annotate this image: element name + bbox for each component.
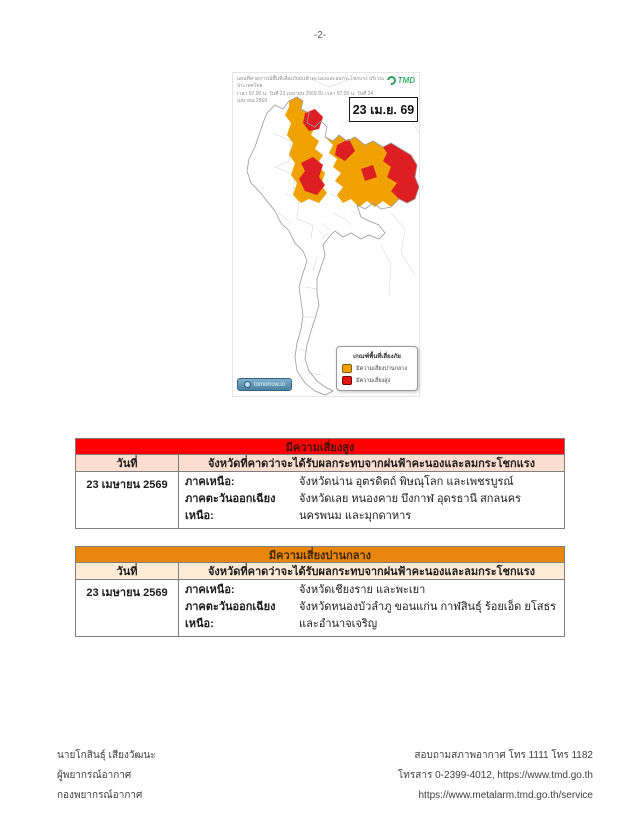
date-cell: 23 เมษายน 2569 <box>76 472 179 528</box>
footer-forecaster-block <box>57 746 156 806</box>
column-header-provinces: จังหวัดที่คาดว่าจะได้รับผลกระทบจากฝนฟ้าคะนองและลมกระโชกแรง <box>207 458 536 470</box>
page-number: -2- <box>313 30 327 41</box>
legend-item-medium <box>342 364 412 373</box>
region-provinces: จังหวัดน่าน อุตรดิตถ์ พิษณุโลก และเพชรบูรณ์ <box>299 476 514 488</box>
region-label: ภาคตะวันออกเฉียงเหนือ: <box>185 601 276 630</box>
map-date-box: 23 เม.ย. 69 <box>349 97 418 122</box>
provinces-cell <box>179 472 564 528</box>
legend-label-high: มีความเสี่ยงสูง <box>356 377 391 384</box>
table-title-medium: มีความเสี่ยงปานกลาง <box>76 547 564 563</box>
region-row <box>185 474 558 491</box>
weather-risk-map <box>232 72 420 397</box>
watermark-label: tomorrow.io <box>254 381 286 388</box>
tmd-logo <box>387 76 415 85</box>
tmd-logo-text: TMD <box>397 76 415 85</box>
high-risk-table <box>75 438 565 529</box>
footer-contact-block <box>398 746 593 806</box>
region-provinces: จังหวัดเชียงราย และพะเยา <box>299 584 426 596</box>
column-header-date: วันที่ <box>76 563 179 579</box>
watermark-logo-icon <box>244 381 251 388</box>
region-row <box>185 582 558 599</box>
tmd-swirl-icon <box>385 74 398 87</box>
forecaster-title: ผู้พยากรณ์อากาศ <box>57 770 132 781</box>
region-label: ภาคตะวันออกเฉียงเหนือ: <box>185 493 276 522</box>
table-body-high <box>76 472 564 528</box>
medium-risk-swatch <box>342 364 352 373</box>
forecaster-name: นายโกสินธุ์ เสียงวัฒนะ <box>57 750 156 761</box>
table-subheader-high <box>76 455 564 472</box>
map-watermark-badge <box>237 378 292 391</box>
region-row <box>185 599 558 633</box>
legend-item-high <box>342 376 412 385</box>
column-header-provinces: จังหวัดที่คาดว่าจะได้รับผลกระทบจากฝนฟ้าคะนองและลมกระโชกแรง <box>207 566 536 578</box>
region-provinces: จังหวัดหนองบัวลำภู ขอนแก่น กาฬสินธุ์ ร้อยเอ็ด ยโสธร และอำนาจเจริญ <box>299 601 557 630</box>
contact-service-url: https://www.metalarm.tmd.go.th/service <box>418 790 593 801</box>
medium-risk-table <box>75 546 565 637</box>
table-subheader-medium <box>76 563 564 580</box>
region-label: ภาคเหนือ: <box>185 476 235 488</box>
legend-title: เกณฑ์พื้นที่เสี่ยงภัย <box>353 354 401 360</box>
region-row <box>185 491 558 525</box>
map-title-line1: แผนที่คาดการณ์พื้นที่เสี่ยงภัยฝนฟ้าคะนองและลมกระโชกแรง บริเวณประเทศไทย <box>237 76 384 90</box>
legend-label-medium: มีความเสี่ยงปานกลาง <box>356 365 408 372</box>
contact-fax-website: โทรสาร 0-2399-4012, https://www.tmd.go.th <box>397 770 593 781</box>
table-title-high: มีความเสี่ยงสูง <box>76 439 564 455</box>
high-risk-swatch <box>342 376 352 385</box>
map-title-line2: เวลา 07.00 น. วันที่ 23 เมษายน 2569 ถึง เวลา 07.00 น. วันที่ 24 เมษายน 2569 <box>237 90 374 104</box>
column-header-date: วันที่ <box>76 455 179 471</box>
map-legend <box>336 346 418 391</box>
region-provinces: จังหวัดเลย หนองคาย บึงกาฬ อุดรธานี สกลนคร นครพนม และมุกดาหาร <box>299 493 521 522</box>
forecaster-division: กองพยากรณ์อากาศ <box>57 790 143 801</box>
provinces-cell <box>179 580 564 636</box>
date-cell: 23 เมษายน 2569 <box>76 580 179 636</box>
region-label: ภาคเหนือ: <box>185 584 235 596</box>
contact-phone: สอบถามสภาพอากาศ โทร 1111 โทร 1182 <box>414 750 593 761</box>
table-body-medium <box>76 580 564 636</box>
